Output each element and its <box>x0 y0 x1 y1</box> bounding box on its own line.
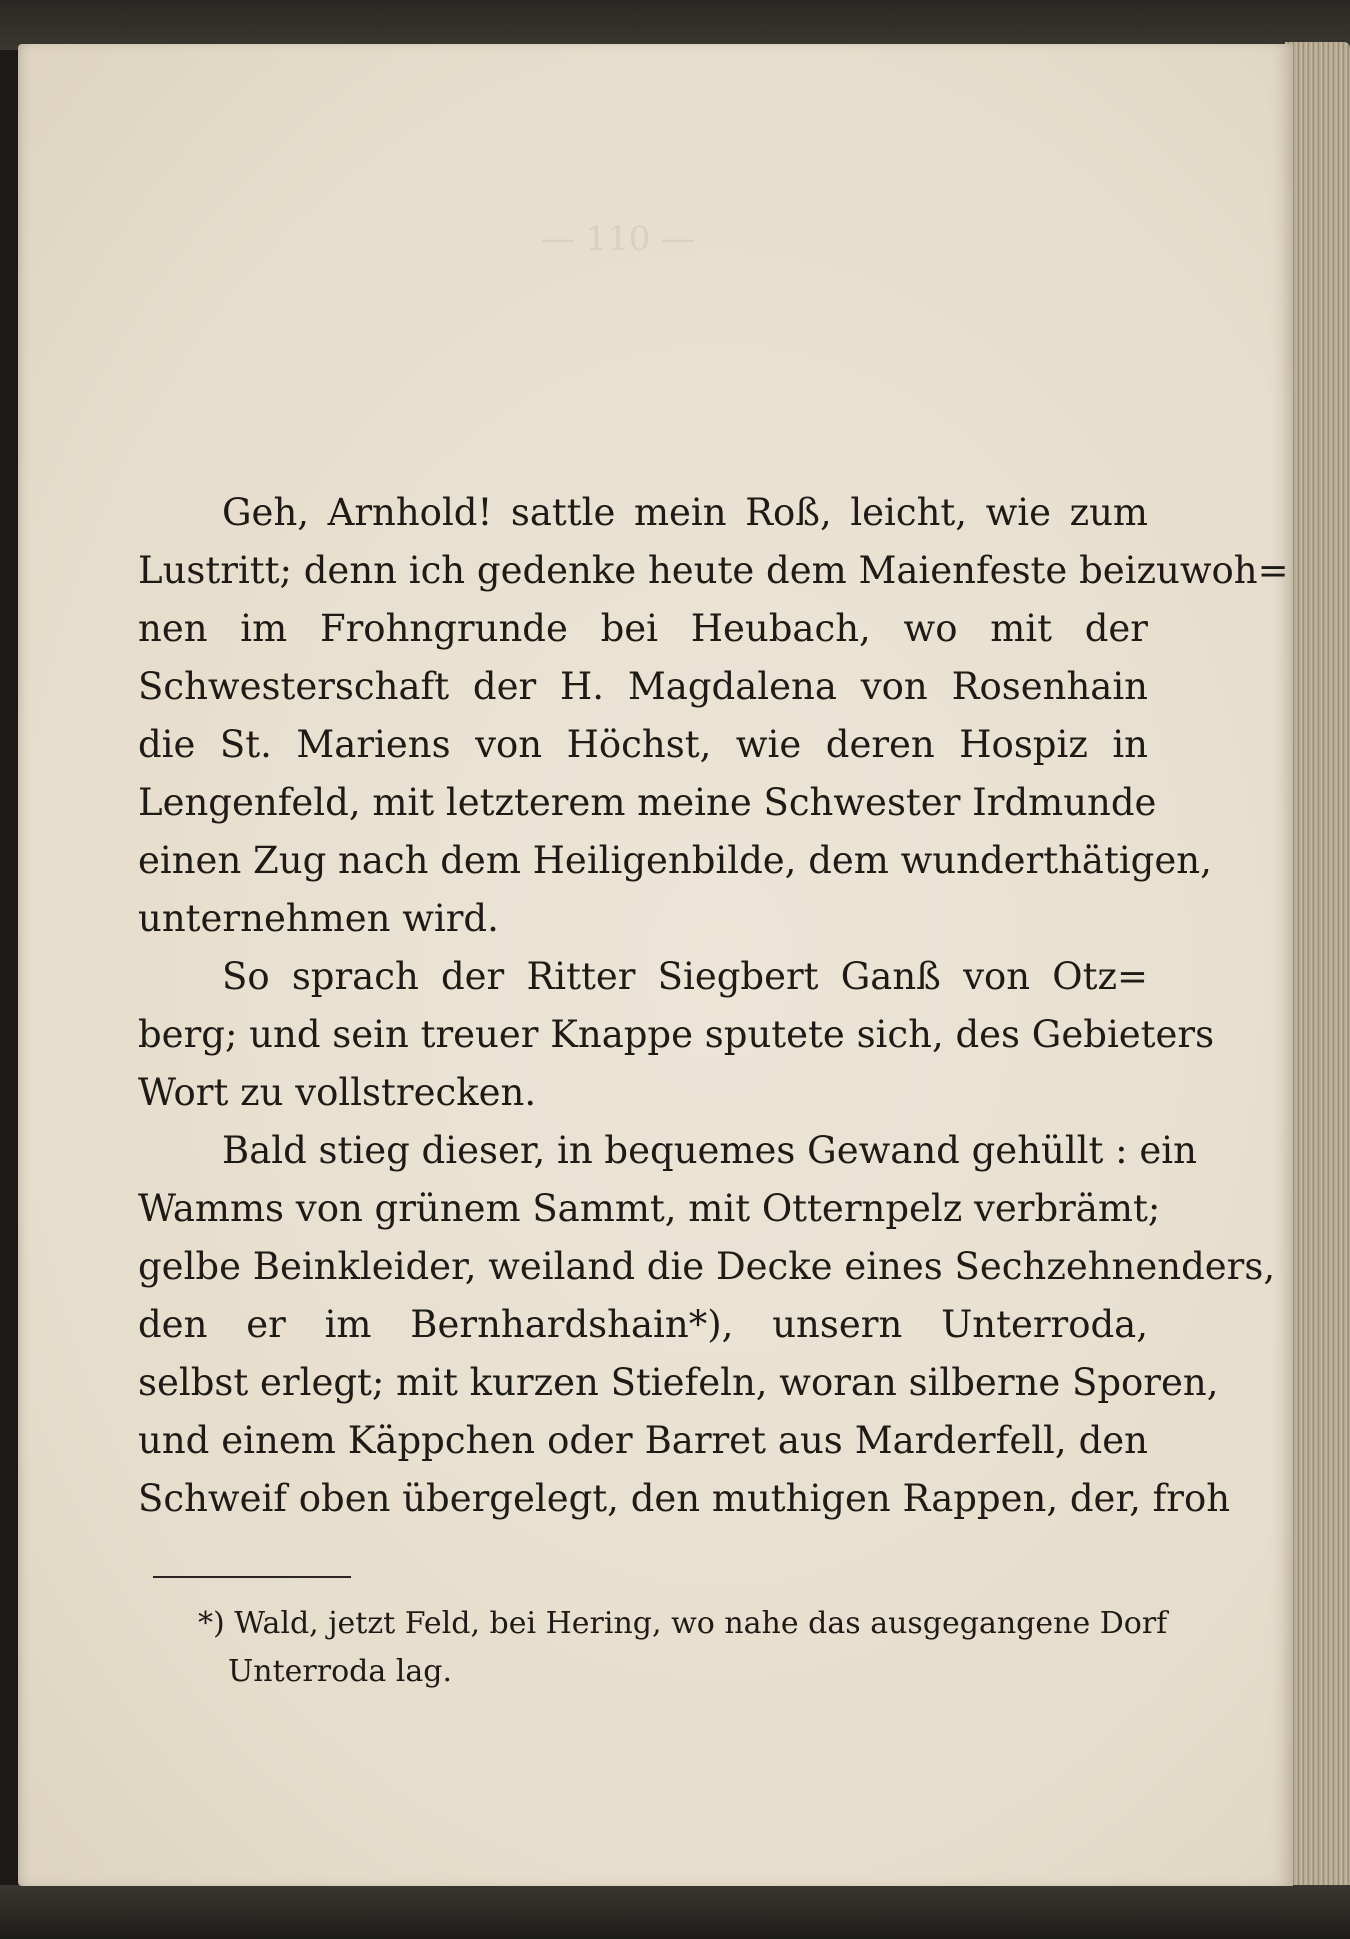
text-line: selbst erlegt; mit kurzen Stiefeln, woran silberne Sporen, <box>138 1361 1219 1404</box>
text-line: Geh, Arnhold! sattle mein Roß, leicht, wie zum <box>222 491 1148 534</box>
text-line: Lustritt; denn ich gedenke heute dem Maienfeste beizuwoh= <box>138 549 1289 592</box>
text-line: Wort zu vollstrecken. <box>138 1071 537 1114</box>
text-line: nen im Frohngrunde bei Heubach, wo mit der <box>138 607 1148 650</box>
footnote-divider <box>153 1576 351 1578</box>
text-line: und einem Käppchen oder Barret aus Marderfell, den <box>138 1419 1148 1462</box>
text-line: gelbe Beinkleider, weiland die Decke eines Sechzehnenders, <box>138 1245 1276 1288</box>
text-line: unternehmen wird. <box>138 897 499 940</box>
text-line: einen Zug nach dem Heiligenbilde, dem wunderthätigen, <box>138 839 1212 882</box>
text-line: So sprach der Ritter Siegbert Ganß von Otz= <box>222 955 1148 998</box>
page-number: — 110 — <box>540 219 696 259</box>
text-line: Wamms von grünem Sammt, mit Otternpelz verbrämt; <box>138 1187 1161 1230</box>
text-line: Bald stieg dieser, in bequemes Gewand gehüllt : ein <box>222 1129 1197 1172</box>
footnote-line: Unterroda lag. <box>228 1654 453 1689</box>
text-line: berg; und sein treuer Knappe sputete sich, des Gebieters <box>138 1013 1215 1056</box>
book-page <box>18 44 1293 1886</box>
text-line: die St. Mariens von Höchst, wie deren Hospiz in <box>138 723 1148 766</box>
text-line: Lengenfeld, mit letzterem meine Schwester Irdmunde <box>138 781 1157 824</box>
book-cover-bottom <box>0 1885 1350 1939</box>
text-line: Schwesterschaft der H. Magdalena von Rosenhain <box>138 665 1148 708</box>
book-cover-top <box>0 0 1350 50</box>
footnote-line: *) Wald, jetzt Feld, bei Hering, wo nahe das ausgegangene Dorf <box>198 1606 1168 1641</box>
text-line: Schweif oben übergelegt, den muthigen Rappen, der, froh <box>138 1477 1231 1520</box>
text-line: den er im Bernhardshain*), unsern Unterroda, <box>138 1303 1148 1346</box>
page-edges <box>1285 42 1350 1892</box>
